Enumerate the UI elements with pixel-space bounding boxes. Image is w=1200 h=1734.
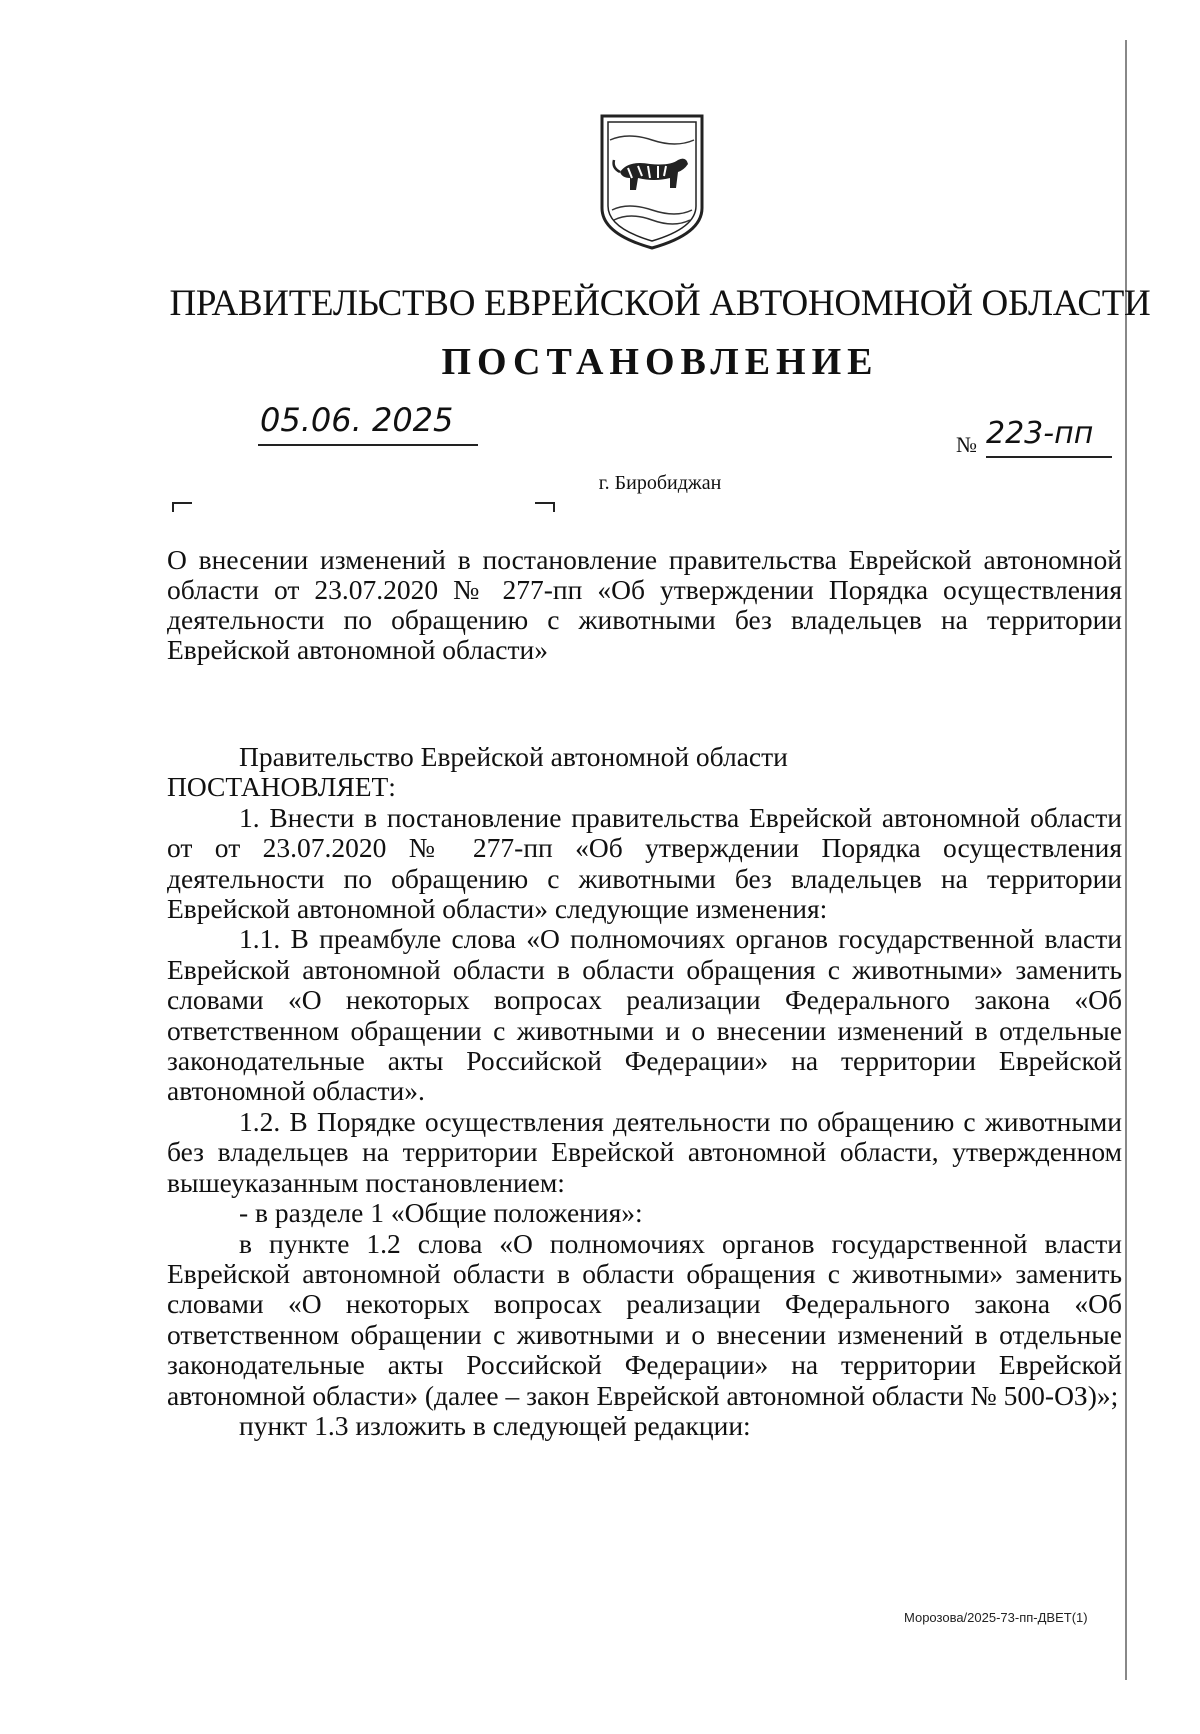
paragraph-1-2: 1.2. В Порядке осуществления деятельности по обращению с животными без владельцев на территории Еврейской автономной области, утвержденном вышеуказанным постановлением:	[167, 1105, 1122, 1198]
handwritten-document-number: 223-пп	[986, 416, 1112, 458]
decree-line: ПОСТАНОВЛЯЕТ:	[167, 771, 396, 803]
coat-of-arms-tiger-icon	[598, 112, 706, 252]
city-label: г. Биробиджан	[598, 472, 722, 494]
clause-1-3: пункт 1.3 изложить в следующей редакции:	[239, 1409, 751, 1441]
paragraph-1: 1. Внести в постановление правительства Еврейской автономной области от от 23.07.2020 № 277-пп «Об утверждении Порядка осуществления деятельности по обращению с животными без владельцев на территории Еврейской автономной области» следующие изменения:	[167, 801, 1122, 925]
left-corner-mark	[172, 502, 192, 512]
clause-1-2: в пункте 1.2 слова «О полномочиях органов государственной власти Еврейской автономной области в области обращения с животными» заменить словами «О некоторых вопросах реализации Федерального закона «Об ответственном обращении с животными и о внесении изменений в отдельные законодательные акты Российской Федерации» на территории Еврейской автономной области» (далее – закон Еврейской автономной области № 500-ОЗ)»;	[167, 1227, 1122, 1411]
section-1-line: - в разделе 1 «Общие положения»:	[239, 1197, 643, 1229]
paragraph-1-1: 1.1. В преамбуле слова «О полномочиях органов государственной власти Еврейской автономной области в области обращения с животными» заменить словами «О некоторых вопросах реализации Федерального закона «Об ответственном обращении с животными и о внесении изменений в отдельные законодательные акты Российской Федерации» на территории Еврейской автономной области».	[167, 923, 1122, 1107]
handwritten-date: 05.06. 2025	[258, 400, 478, 446]
number-sign: №	[956, 432, 977, 457]
right-corner-mark	[535, 502, 555, 512]
document-subject: О внесении изменений в постановление правительства Еврейской автономной области от 23.07.2020 № 277-пп «Об утверждении Порядка осуществления деятельности по обращению с животными без владельцев на территории Еврейской автономной области»	[167, 544, 1122, 665]
footer-reference: Морозова/2025-73-пп-ДВЕТ(1)	[904, 1610, 1088, 1625]
document-type-title: ПОСТАНОВЛЕНИЕ	[441, 341, 879, 383]
document-body	[167, 742, 1122, 1441]
intro-line: Правительство Еврейской автономной области	[239, 741, 788, 772]
government-header: ПРАВИТЕЛЬСТВО ЕВРЕЙСКОЙ АВТОНОМНОЙ ОБЛАСТИ	[169, 283, 1151, 324]
